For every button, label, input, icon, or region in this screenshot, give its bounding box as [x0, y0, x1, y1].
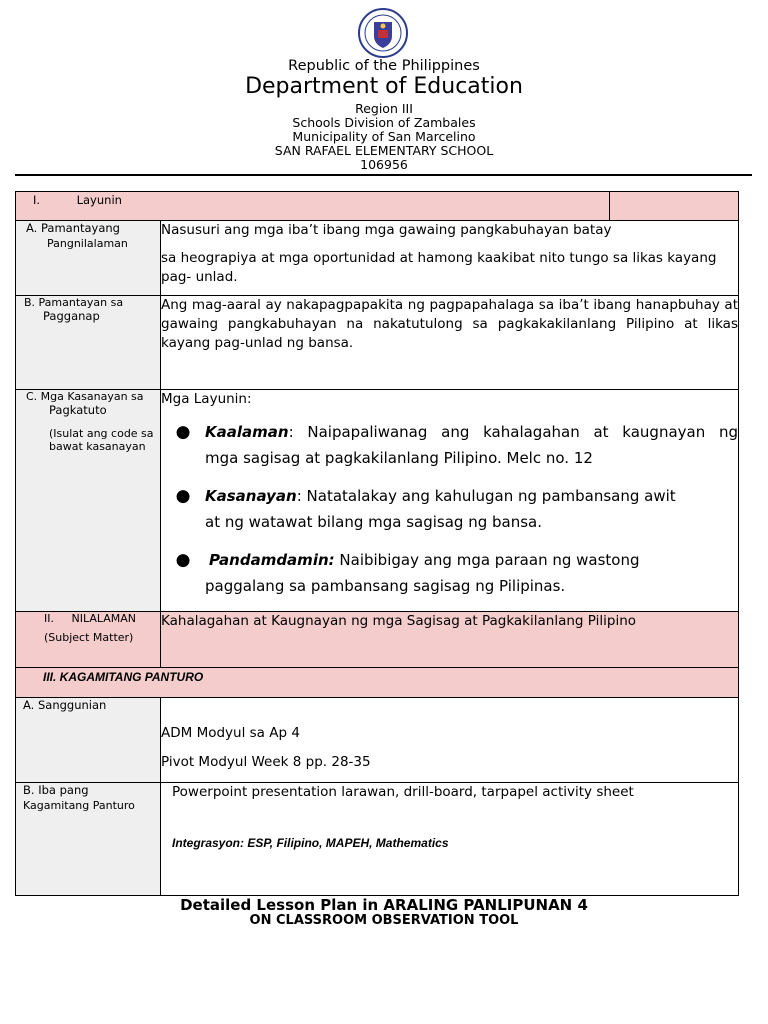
pagganap-label-b: Pagganap [43, 309, 100, 323]
bullet-icon: ● [175, 550, 191, 570]
kasanayan-note: (Isulat ang code sa bawat kasanayan [49, 427, 154, 453]
objective-item [161, 547, 738, 599]
objective-sep: : [296, 487, 302, 505]
pamantayang-text-2: sa heograpiya at mga oportunidad at hamong kaakibat nito tungo sa likas kayang pag- unlad. [161, 250, 717, 285]
sanggunian-label: A. Sanggunian [16, 698, 161, 783]
row-layunin [16, 192, 739, 221]
pamantayang-label-a: A. Pamantayang [26, 221, 120, 235]
kasanayan-content [161, 390, 739, 612]
row-pamantayang [16, 221, 739, 296]
objective-line2: at ng watawat bilang mga sagisag ng bansa. [205, 513, 543, 531]
objective-line1 [205, 547, 738, 573]
row-nilalaman [16, 612, 739, 668]
bullet-icon: ● [175, 486, 191, 506]
lesson-plan-table [15, 191, 739, 896]
deped-seal-icon [358, 8, 408, 58]
layunin-label: I. Layunin [16, 192, 610, 221]
nilalaman-text: Kahalagahan at Kaugnayan ng mga Sagisag at Pagkakilanlang Pilipino [161, 612, 739, 668]
header-republic: Republic of the Philippines [288, 58, 480, 74]
objective-line2: mga sagisag at pagkakilanlang Pilipino. Melc no. 12 [205, 449, 593, 467]
objective-line1-text: Naibibigay ang mga paraan ng wastong [334, 551, 640, 569]
iba-text: Powerpoint presentation larawan, drill-board, tarpapel activity sheet [172, 784, 634, 800]
objective-sep: : [288, 423, 294, 441]
objective-line1 [205, 483, 738, 509]
row-pagganap [16, 296, 739, 390]
objective-text [205, 547, 738, 599]
row-iba-pang [16, 783, 739, 896]
kasanayan-label-b: Pagkatuto [49, 403, 107, 417]
sanggunian-item-2: Pivot Modyul Week 8 pp. 28-35 [161, 754, 371, 770]
row-kagamitan [16, 668, 739, 698]
pagganap-label-cell [16, 296, 161, 390]
objective-text [205, 419, 738, 471]
objective-line2: paggalang sa pambansang sagisag ng Pilipinas. [205, 577, 566, 595]
mga-layunin-label: Mga Layunin: [161, 391, 252, 407]
pamantayang-content [161, 221, 739, 296]
nilalaman-sub: (Subject Matter) [44, 631, 134, 644]
sanggunian-item-1: ADM Modyul sa Ap 4 [161, 725, 300, 741]
pamantayang-text-1: Nasusuri ang mga iba’t ibang mga gawaing pangkabuhayan batay [161, 222, 612, 238]
iba-label-b: Kagamitang Panturo [23, 799, 135, 812]
integrasyon-text: Integrasyon: ESP, Filipino, MAPEH, Mathematics [172, 836, 449, 850]
iba-label-a: B. Iba pang [23, 783, 89, 797]
header-school: SAN RAFAEL ELEMENTARY SCHOOL [274, 143, 494, 158]
bullet-icon: ● [175, 422, 191, 442]
objective-line1-text: Naipapaliwanag ang kahalagahan at kaugnayan ng [293, 423, 738, 441]
header-school-id: 106956 [360, 157, 408, 172]
iba-content [161, 783, 739, 896]
objective-term: Kasanayan [205, 487, 297, 505]
kasanayan-label-cell [16, 390, 161, 612]
pamantayang-label-b: Pangnilalaman [47, 237, 128, 250]
nilalaman-label-cell [16, 612, 161, 668]
pagganap-text: Ang mag-aaral ay nakapagpapakita ng pagpapahalaga sa iba’t ibang hanapbuhay at gawaing pangkabuhayan na nakatutulong sa pagkakakilanlang Pilipino at likas kayang pag-unlad ng bansa. [161, 296, 739, 390]
objective-item [161, 483, 738, 535]
pagganap-label-a: B. Pamantayan sa [24, 296, 124, 309]
row-sanggunian [16, 698, 739, 783]
objective-text [205, 483, 738, 535]
kasanayan-label-a: C. Mga Kasanayan sa [26, 390, 144, 403]
header-divider [15, 174, 752, 176]
objective-item [161, 419, 738, 471]
footer-subtitle: ON CLASSROOM OBSERVATION TOOL [249, 913, 519, 928]
header-municipality: Municipality of San Marcelino [292, 129, 476, 144]
nilalaman-label: II. NILALAMAN [44, 612, 136, 625]
header-region: Region III [355, 101, 413, 116]
header-department: Department of Education [245, 74, 523, 99]
layunin-empty-cell [610, 192, 739, 221]
objective-term: Pandamdamin: [209, 551, 335, 569]
pamantayang-label-cell [16, 221, 161, 296]
objective-line1 [205, 419, 738, 445]
header-division: Schools Division of Zambales [292, 115, 476, 130]
objective-line1-text: Natatalakay ang kahulugan ng pambansang awit [301, 487, 676, 505]
sanggunian-content [161, 698, 739, 783]
row-kasanayan [16, 390, 739, 612]
objective-term: Kaalaman [205, 423, 289, 441]
footer-title: Detailed Lesson Plan in ARALING PANLIPUNAN 4 [180, 896, 588, 914]
kagamitan-label: III. KAGAMITANG PANTURO [16, 668, 739, 698]
iba-label-cell [16, 783, 161, 896]
